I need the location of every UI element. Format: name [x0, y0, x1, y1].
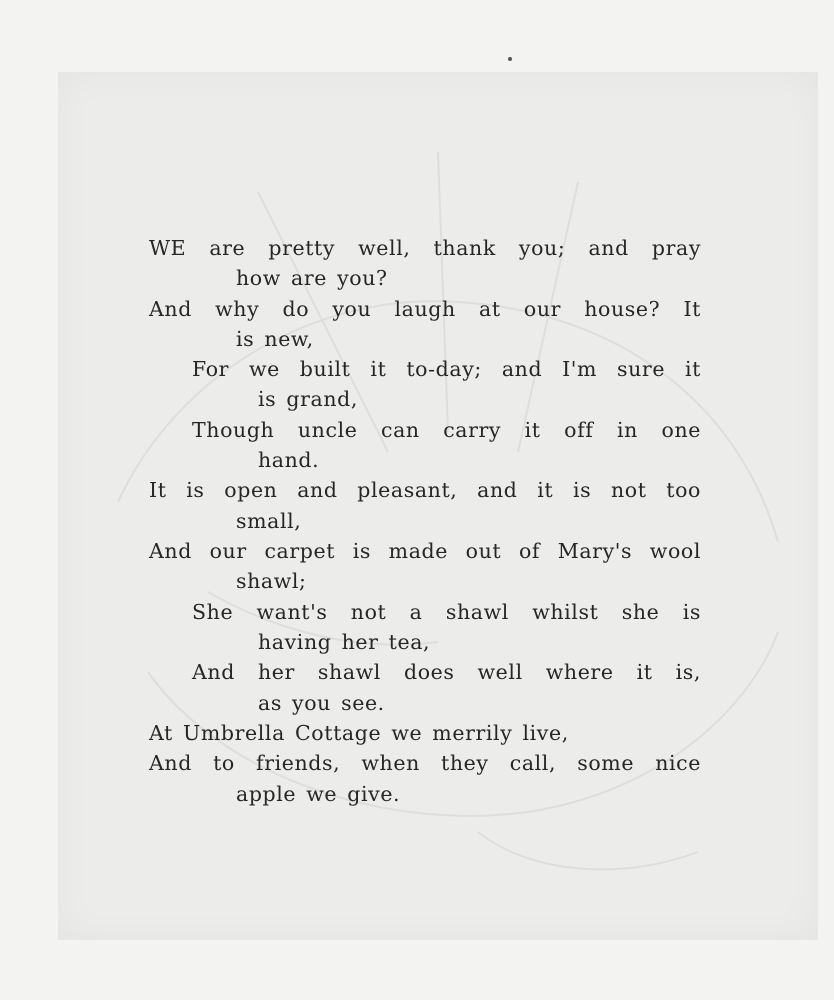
poem-line: shawl; [236, 569, 307, 593]
ink-speck [508, 57, 512, 61]
poem-line: Though uncle can carry it off in one [192, 418, 701, 442]
poem-line: hand. [258, 448, 320, 472]
poem-line: She want's not a shawl whilst she is [192, 600, 701, 624]
poem-line: WE are pretty well, thank you; and pray [149, 236, 701, 260]
poem-line: And her shawl does well where it is, [192, 660, 701, 684]
poem-line: At Umbrella Cottage we merrily live, [149, 721, 569, 745]
poem-line: apple we give. [236, 782, 401, 806]
poem-line: how are you? [236, 266, 388, 290]
poem-line: It is open and pleasant, and it is not too [149, 478, 701, 502]
poem-line: And to friends, when they call, some nice [149, 751, 701, 775]
poem-line: small, [236, 509, 302, 533]
poem-line: And our carpet is made out of Mary's wool [149, 539, 701, 563]
poem-line: having her tea, [258, 630, 431, 654]
faded-illustration-background [58, 72, 818, 940]
poem-line: is grand, [258, 387, 358, 411]
poem-line: For we built it to-day; and I'm sure it [192, 357, 701, 381]
poem-line: as you see. [258, 691, 385, 715]
poem-line: is new, [236, 327, 314, 351]
poem-line: And why do you laugh at our house? It [149, 297, 701, 321]
